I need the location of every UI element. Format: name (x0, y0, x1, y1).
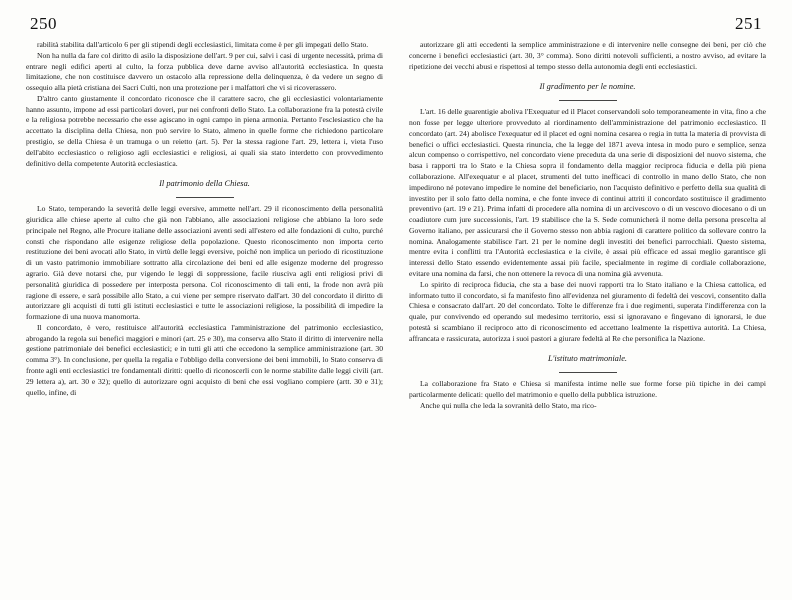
paragraph: Non ha nulla da fare col diritto di asilo la disposizione dell'art. 9 per cui, salvi i casi di urgente necessità, prima di entrare negli edifici aperti al culto, la forza pubblica deve darne avviso all'autorità ecclesiastica. In questa limitazione, che non costituisce davvero un ostacolo alla repressione della delinquenza, è da vedere un segno di ossequio alla pietà cristiana dei Sacri Culti, non una protezione per i malfattori che vi si ricoverassero. (26, 50, 383, 93)
paragraph: La collaborazione fra Stato e Chiesa si manifesta intime nelle sue forme forse più tipiche in dei campi particolarmente delicati: quello del matrimonio e quello della pubblica istruzione. (409, 379, 766, 400)
paragraph: D'altro canto giustamente il concordato riconosce che il carattere sacro, che gli ecclesiastici volontariamente hanno assunto, impone ad essi particolari doveri, pur nei confronti dello Stato. La collaborazione fra la potestà civile e la religiosa potrebbe necessario che esse agiscano in ogni campo in piena armonia. Pertanto l'esclesiastico che ha accettato la disciplina della Chiesa, non può servire lo Stato, almeno in quelle forme che richiedono particolare prestigio, se della Chiesa è un tramuga o un reietto (art. 5). Per la stessa ragione l'art. 29, lettera i, vieta l'uso dell'abito ecclesiastico o religioso agli ecclesiastici e religiosi, ai quali sia stato interdetto con provvedimento definitivo della competente Autorità ecclesiastica. (26, 93, 383, 168)
section-heading: Il gradimento per le nomine. (539, 82, 636, 92)
folio-left: 250 (30, 14, 57, 33)
section-divider (176, 197, 234, 198)
section-heading: L'istituto matrimoniale. (547, 354, 628, 364)
paragraph: L'art. 16 delle guarentigie aboliva l'Exequatur ed il Placet conservandoli solo temporaneamente in vita, fino a che non fosse per legge ulteriore provveduto al riordinamento dell'amministrazione del patrimonio ecclesiastico. Il concordato (art. 24) abolisce l'exequatur ed il placet ed ogni nomina cesarea o regia in tutta la materia di provvista di benefici o uffici ecclesiastici. Questa rinuncia, che la legge del 1871 aveva intesa in modo puro e semplice, senza alcun compenso o corrispettivo, nel concordato viene preceduta da una serie di disposizioni del nuovo sistema, che basa i rapporti tra lo Stato e la Chiesa sopra il fondamento della maggior reciproca fiducia e della più piena collaborazione. All'exequatur e al placet, strumenti del tutto inefficaci di controllo in mano dello Stato, che non impedirono né potevano impedire le nomine del beneficiario, non l'acquisto definitivo e perfetto della sua qualità di investito per il solo fatto della nomina, e che fonte invece di continui attriti il concordato sostituisce il gradimento preventivo (art. 19 e 21). Prima infatti di procedere alla nomina di un arcivescovo o di un vescovo diocesano o di un coadiutore cum jure successionis, l'art. 19 stabilisce che la S. Sede comunicherà il nome della persona prescelta al Governo italiano, per assicurarsi che il Governo stesso non abbia ragioni di carattere politico da sollevare contro la nomina. Analogamente stabilisce l'art. 21 per le nomine degli investiti dei benefici parrocchiali. Questo sistema, mentre evita i conflitti tra l'Autorità ecclesiastica e la civile, è assai più efficace ed assai meglio garantisce gli interessi dello Stato essendo evidentemente assai più facile, specialmente in regime di cordiale collaborazione, evitare una nomina da farsi, che non ottenere la revoca di una nomina già avvenuta. (409, 107, 766, 278)
section-divider (559, 100, 617, 101)
page-header (26, 14, 766, 34)
left-column (26, 40, 383, 596)
paragraph: Anche qui nulla che leda la sovranità dello Stato, ma rico- (420, 400, 597, 410)
section-divider (559, 372, 617, 373)
paragraph: Il concordato, è vero, restituisce all'autorità ecclesiastica l'amministrazione del patrimonio ecclesiastico, abrogando la regola sui benefici maggiori e minori (art. 25 e 30), ma conserva allo Stato il diritto di intervenire nella gestione patrimoniale dei benefici ecclesiastici; e in tutti gli atti che eccedono la semplice amministrazione (art. 30 comma 3°). In conclusione, per quella la regalia e l'obbligo della conversione dei beni immobili, lo Stato conserva di fronte agli enti ecclesiastici tre fondamentali diritti: quello di riconoscerli con le norme stabilite dalle leggi civili (art. 29 lettera a), art. 30 e 32); quello di autorizzare ogni acquisto di beni che essi vogliano compiere (artt. 30 e 31); quello, infine, di (26, 322, 383, 397)
folio-right: 251 (735, 14, 762, 33)
paragraph: rabilità stabilita dall'articolo 6 per gli stipendi degli ecclesiastici, limitata come è per gli impegati dello Stato. (37, 40, 369, 49)
section-heading: Il patrimonio della Chiesa. (159, 179, 250, 189)
right-column (409, 40, 766, 596)
column-container (26, 40, 766, 596)
paragraph: autorizzare gli atti eccedenti la semplice amministrazione e di intervenire nelle consegne dei beni, per ciò che concerne i benefici ecclesiastici (art. 30, 3° comma). Sono diritti notevoli sufficienti, a nostro avviso, ad evitare la ripetizione dei vecchi abusi e rispettosi al tempo stesso della autonomia degli enti ecclesiastici. (409, 40, 766, 71)
paragraph: Lo spirito di reciproca fiducia, che sta a base dei nuovi rapporti tra lo Stato italiano e la Chiesa cattolica, ed informato tutto il concordato, si fa manifesto fino all'evidenza nel giuramento di fedeltà dei vescovi, consentito dalla Chiesa e consacrato dall'art. 20 del concordato. Tolte le differenze fra i due regimenti, superata l'indifferenza con la quale, pur convivendo ed operando sul medesimo territorio, essi si ignoravano e fingevano di ignorarsi, le due potestà si scambiano il reciproco atto di riconoscimento ed accettano lealmente la rispettiva autorità. La Chiesa, affrancata e rassicurata, autorizza i suoi pastori a giurare fedeltà al Re che personifica la Nazione. (409, 279, 766, 343)
paragraph: Lo Stato, temperando la severità delle leggi eversive, ammette nell'art. 29 il riconoscimento della personalità giuridica alle chiese aperte al culto che già non l'abbiano, alle associazioni religiose che abbiano la loro sede principale nel Regno, alle Procure italiane delle associazioni aventi sedi all'estero ed alle fondazioni di culto, purché consti che rispondano alle esigenze religiose della popolazione. Questo riconoscimento non importa certo restituzione dei beni avocati allo Stato, in virtù delle leggi eversive, poiché non implica un periodo di ricostituzione di un vasto patrimonio immobiliare sottratto alla circolazione dei beni ed alle esigenze moderne del progresso agrario. Già deve notarsi che, pur vigendo le leggi di soppressione, facile riusciva agli enti religiosi privi di personalità giuridica di possedere per interposta persona. Col riconoscimento di tali enti, la frode non avrà più ragione di essere, e sarà possibile allo Stato, a cui viene per sempre riservato dall'art. 30 del concordato il diritto di autorizzare gli acquisti di tutti gli istituti ecclesiastici e tutte le associazioni religiose, la possibilità di impedire la formazione di una nuova manomorta. (26, 204, 383, 322)
